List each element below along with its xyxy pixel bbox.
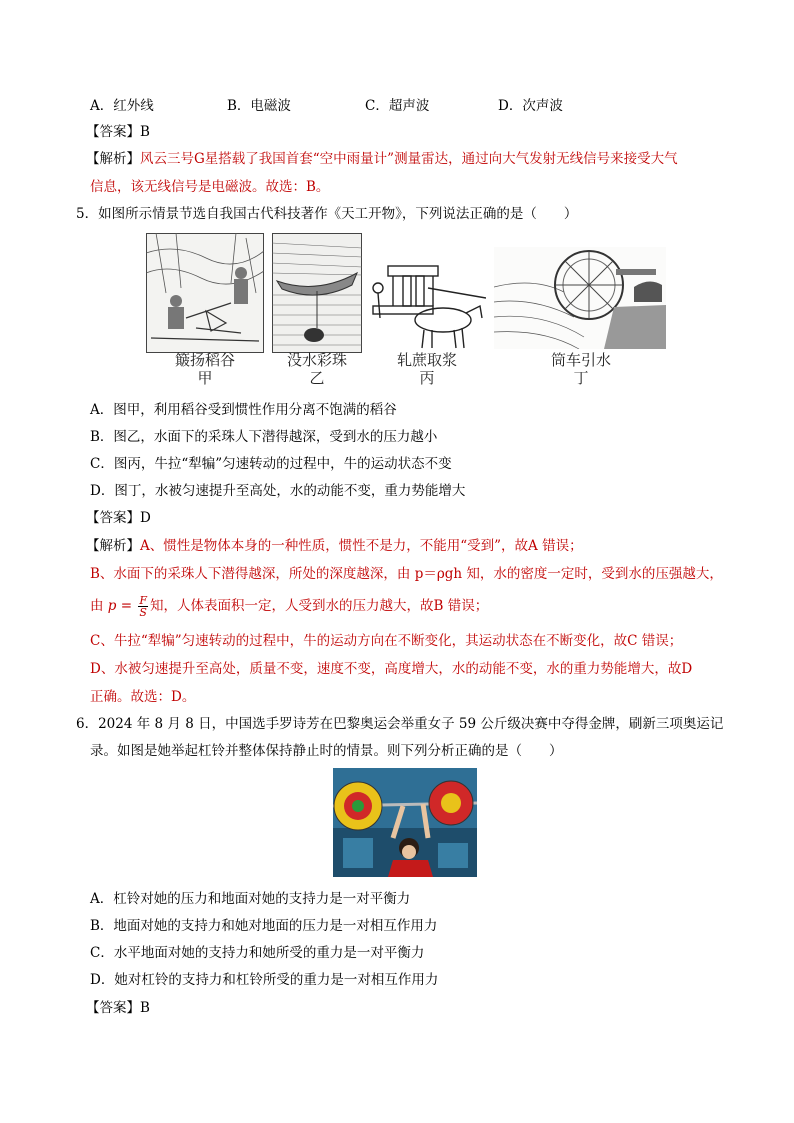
q4-option-b: B．电磁波 — [227, 98, 291, 114]
figure-jia-caption — [146, 351, 264, 387]
figure-ding-name: 筒车引水 — [550, 351, 611, 369]
formula-numerator: F — [139, 594, 147, 607]
weightlifter-photo — [333, 768, 477, 877]
q5-analysis-line-5: D、水被匀速提升至高处，质量不变，速度不变，高度增大，水的动能不变，水的重力势能增大，故D — [90, 661, 693, 677]
q6-stem-line-2: 录。如图是她举起杠铃并整体保持静止时的情景。则下列分析正确的是（ ） — [90, 743, 563, 759]
figure-jia-winnowing — [146, 233, 264, 353]
analysis-label: 【解析】 — [86, 151, 140, 167]
q6-stem-line-1: 6．2024 年 8 月 8 日，中国选手罗诗芳在巴黎奥运会举重女子 59 公斤级决赛中夺得金牌，刷新三项奥运记 — [76, 716, 724, 732]
figure-jia-tag: 甲 — [197, 369, 213, 387]
q4-option-d: D．次声波 — [498, 98, 563, 114]
q5-analysis-line-2: B、水面下的采珠人下潜得越深，所处的深度越深，由 p＝ρgh 知，水的密度一定时，受到水的压强越大， — [90, 566, 723, 582]
figure-yi-pearl-diving — [272, 233, 362, 353]
q4-analysis-line-1 — [86, 149, 678, 169]
formula-p: p — [107, 598, 117, 614]
figure-bing-caption — [368, 351, 486, 387]
figure-yi-tag: 乙 — [309, 369, 325, 387]
q4-answer: 【答案】B — [86, 124, 150, 140]
q5-option-b: B．图乙，水面下的采珠人下潜得越深，受到水的压力越小 — [90, 429, 438, 445]
q5-stem: 5．如图所示情景节选自我国古代科技著作《天工开物》，下列说法正确的是（ ） — [76, 206, 578, 222]
figure-jia-name: 簸扬稻谷 — [174, 351, 235, 369]
q5-analysis-line-4: C、牛拉“犁犏”匀速转动的过程中，牛的运动方向在不断变化，其运动状态在不断变化，故C 错误； — [90, 633, 683, 649]
figure-bing-name: 轧蔗取浆 — [396, 351, 457, 369]
analysis-label: 【解析】 — [86, 538, 140, 554]
q5-option-c: C．图丙，牛拉“犁犏”匀速转动的过程中，牛的运动状态不变 — [90, 456, 452, 472]
formula-suffix: 知，人体表面积一定，人受到水的压力越大，故B 错误； — [150, 598, 489, 614]
q5-answer: 【答案】D — [86, 510, 151, 526]
q5-analysis-text-1: A、惯性是物体本身的一种性质，惯性不是力，不能用“受到”，故A 错误； — [140, 538, 583, 554]
figure-bing-tag: 丙 — [419, 369, 435, 387]
figure-yi-caption — [272, 351, 362, 387]
formula-denominator: S — [139, 606, 147, 619]
figure-ding-waterwheel — [494, 247, 666, 349]
figure-ding-tag: 丁 — [573, 369, 589, 387]
formula-fraction — [138, 595, 148, 618]
q4-option-a: A．红外线 — [90, 98, 154, 114]
q5-analysis-line-6: 正确。故选：D。 — [90, 689, 196, 705]
q6-option-d: D．她对杠铃的支持力和杠铃所受的重力是一对相互作用力 — [90, 972, 439, 988]
q4-option-c: C．超声波 — [365, 98, 430, 114]
q4-analysis-line-2: 信息，该无线信号是电磁波。故选：B。 — [90, 179, 330, 195]
figure-ding-caption — [516, 351, 646, 387]
q6-option-b: B．地面对她的支持力和她对地面的压力是一对相互作用力 — [90, 918, 438, 934]
q6-option-a: A．杠铃对她的压力和地面对她的支持力是一对平衡力 — [90, 891, 411, 907]
q5-option-a: A．图甲，利用稻谷受到惯性作用分离不饱满的稻谷 — [90, 402, 397, 418]
formula-prefix: 由 — [90, 598, 108, 614]
q6-answer: 【答案】B — [86, 1000, 150, 1016]
q6-option-c: C．水平地面对她的支持力和她所受的重力是一对平衡力 — [90, 945, 425, 961]
q5-analysis-line-1 — [86, 536, 583, 556]
formula-equals: = — [116, 598, 137, 614]
q5-analysis-line-3 — [90, 595, 488, 618]
q5-option-d: D．图丁，水被匀速提升至高处，水的动能不变，重力势能增大 — [90, 483, 466, 499]
figure-yi-name: 没水彩珠 — [286, 351, 347, 369]
q4-analysis-text-1: 风云三号G星搭载了我国首套“空中雨量计”测量雷达，通过向大气发射无线信号来接受大气 — [140, 151, 678, 167]
figure-bing-sugarcane-press — [368, 258, 486, 353]
